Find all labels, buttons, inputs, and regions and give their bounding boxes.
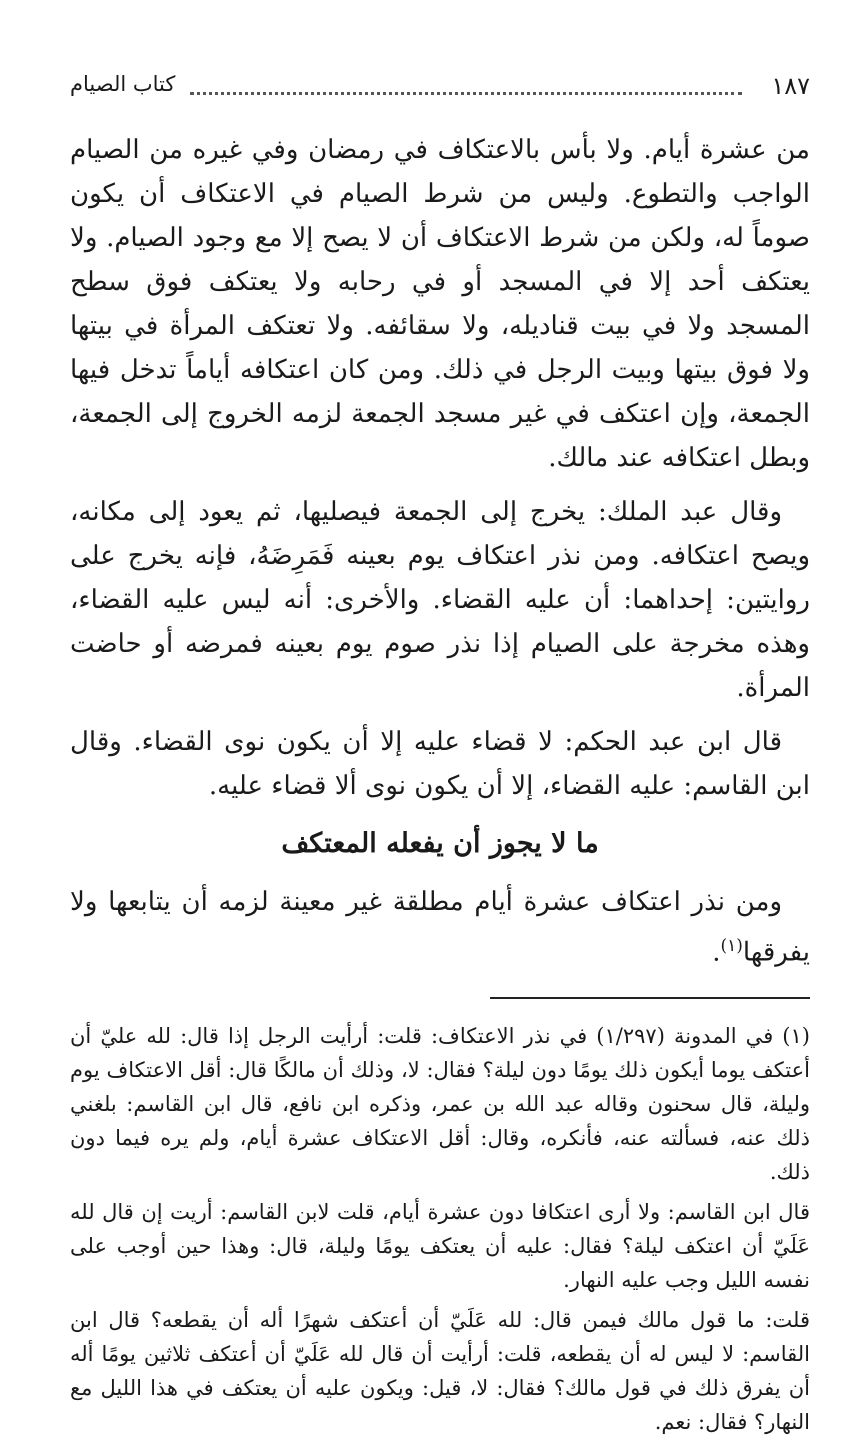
page-header [70,60,810,100]
header-leader-dots [190,92,742,95]
footnote-separator [490,997,810,999]
paragraph: من عشرة أيام. ولا بأس بالاعتكاف في رمضان وفي غيره من الصيام الواجب والتطوع. وليس من شرط الصيام في الاعتكاف أن يكون صوماً له، ولكن من شرط الاعتكاف أن لا يصح إلا مع وجود الصيام. ولا يعتكف أحد إلا في المسجد أو في رحابه ولا يعتكف فوق سطح المسجد ولا في بيت قناديله، ولا سقائفه. ولا تعتكف المرأة في بيتها ولا فوق بيتها وبيت الرجل في ذلك. ومن كان اعتكافه أياماً تدخل فيها الجمعة، وإن اعتكف في غير مسجد الجمعة لزمه الخروج إلى الجمعة، وبطل اعتكافه عند مالك. [70,135,810,473]
footnote-marker: (١) [720,936,743,956]
sentence-end: . [712,937,721,968]
book-page [70,60,810,1445]
paragraph [70,880,810,975]
section-heading: ما لا يجوز أن يفعله المعتكف [281,828,599,859]
paragraph: وقال عبد الملك: يخرج إلى الجمعة فيصليها، ثم يعود إلى مكانه، ويصح اعتكافه. ومن نذر اعتكاف يوم بعينه فَمَرِضَهُ، فإنه يخرج على روايتين: إحداهما: أن عليه القضاء. والأخرى: أنه ليس عليه القضاء، وهذه مخرجة على الصيام إذا نذر صوم يوم بعينه فمرضه أو حاضت المرأة. [70,497,810,703]
running-title: كتاب الصيام [70,72,176,96]
page-number: ١٨٧ [771,72,810,100]
paragraph: قال ابن عبد الحكم: لا قضاء عليه إلا أن يكون نوى القضاء. وقال ابن القاسم: عليه القضاء، إلا أن يكون نوى ألا قضاء عليه. [70,727,810,801]
paragraph-text: ومن نذر اعتكاف عشرة أيام مطلقة غير معينة لزمه أن يتابعها ولا يفرقها [70,887,810,968]
main-text [70,128,810,975]
footnote: (١) في المدونة (١/٢٩٧) في نذر الاعتكاف: قلت: أرأيت الرجل إذا قال: لله عليّ أن أعتكف يوما أيكون ذلك يومًا دون ليلة؟ فقال: لا، وذلك أن مالكًا قال: أقل الاعتكاف يوم وليلة، قال سحنون وقاله عبد الله بن عمر، وذكره ابن نافع، قال ابن القاسم: بلغني ذلك عنه، فسألته عنه، فأنكره، وقال: أقل الاعتكاف عشرة أيام، ولم يره فيما دون ذلك. [70,1023,810,1184]
footnote: قال ابن القاسم: ولا أرى اعتكافا دون عشرة أيام، قلت لابن القاسم: أريت إن قال لله عَلَيّ أن اعتكف ليلة؟ فقال: عليه أن يعتكف يومًا وليلة، قال: وهذا حين أوجب على نفسه الليل وجب عليه النهار. [70,1199,810,1292]
footnote: قلت: ما قول مالك فيمن قال: لله عَلَيّ أن أعتكف شهرًا أله أن يقطعه؟ قال ابن القاسم: لا ليس له أن يقطعه، قلت: أرأيت أن قال لله عَلَيّ أن أعتكف ثلاثين يومًا أله أن يفرق ذلك في قول مالك؟ فقال: لا، قيل: ويكون عليه أن يعتكف في هذا الليل مع النهار؟ فقال: نعم. [70,1307,811,1434]
